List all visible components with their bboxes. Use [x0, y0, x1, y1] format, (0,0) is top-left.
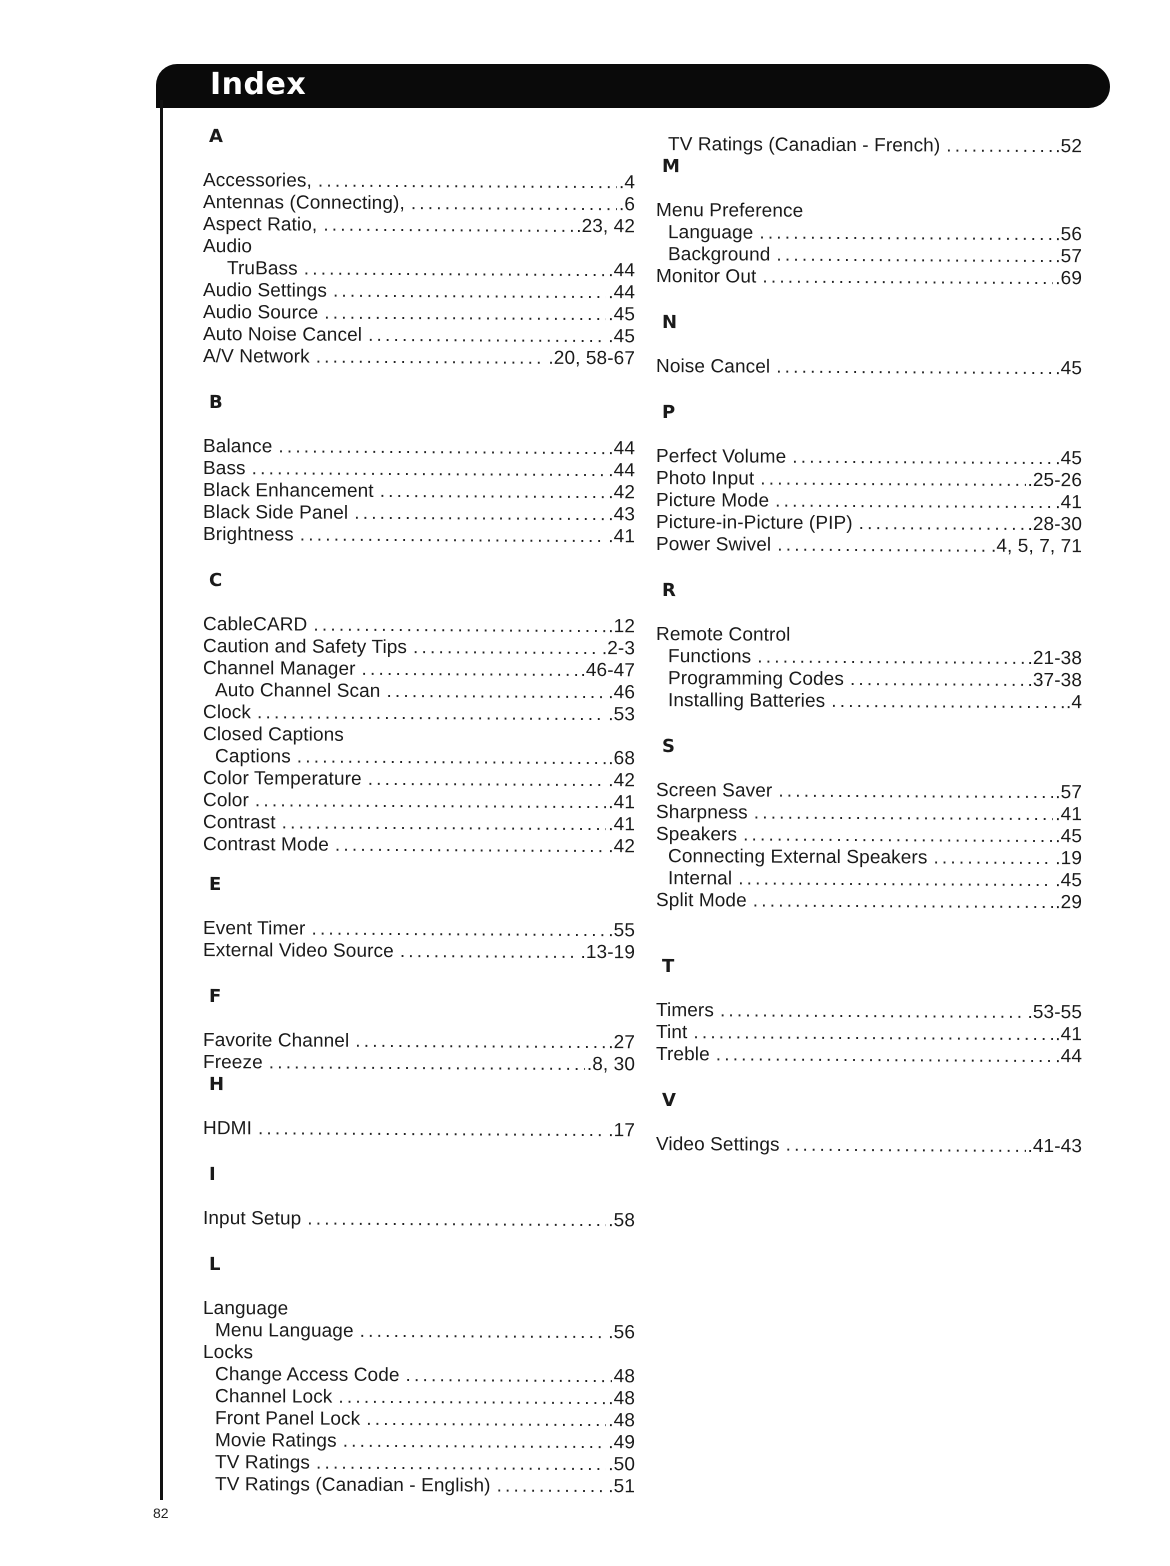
entry-page-ref: .27 [608, 1032, 635, 1054]
entry-page-ref: .46 [608, 682, 635, 704]
spacer [203, 1140, 635, 1166]
entry-page-ref: .44 [1055, 1046, 1082, 1068]
index-right-column [656, 134, 1082, 1158]
dot-leader [413, 637, 600, 660]
dot-leader [778, 781, 1053, 804]
index-entry [656, 890, 1082, 914]
entry-term: Photo Input [656, 468, 755, 490]
dot-leader [753, 891, 1054, 915]
entry-term: Balance [203, 436, 273, 458]
entry-page-ref: .44 [608, 282, 635, 304]
dot-leader [257, 702, 606, 726]
index-left-column [203, 126, 635, 1498]
spacer [203, 368, 635, 394]
entry-term: Captions [215, 746, 291, 768]
entry-term: Color [203, 790, 249, 812]
section-letter: N [662, 312, 678, 334]
entry-page-ref: .41 [1055, 1024, 1082, 1046]
entry-page-ref: .8, 30 [586, 1054, 635, 1076]
index-entry [203, 614, 635, 638]
section-letter: C [209, 570, 223, 592]
entry-page-ref: 48 [613, 1366, 635, 1388]
entry-page-ref: .4 [1065, 692, 1082, 714]
entry-page-ref: .28-30 [1027, 513, 1082, 536]
dot-leader [368, 325, 606, 348]
entry-page-ref: .56 [1055, 224, 1082, 246]
index-entry [203, 1364, 635, 1388]
dot-leader [311, 919, 606, 943]
dot-leader [335, 835, 606, 858]
index-entry [656, 1044, 1082, 1068]
dot-leader [338, 1387, 606, 1410]
index-entry [656, 802, 1082, 826]
entry-page-ref: .44 [608, 438, 635, 460]
dot-leader [792, 447, 1053, 470]
entry-term: Antennas (Connecting), [203, 192, 405, 215]
section-letter: F [209, 986, 222, 1008]
entry-term: Input Setup [203, 1208, 302, 1230]
entry-page-ref: .41 [608, 814, 635, 836]
entry-page-ref: .52 [1055, 136, 1082, 158]
dot-leader [368, 769, 607, 792]
index-entry [203, 1430, 635, 1454]
entry-term: Functions [668, 646, 752, 668]
entry-page-ref: .57 [1055, 246, 1082, 268]
entry-page-ref: .42 [608, 836, 635, 858]
section-letter: T [662, 956, 675, 978]
entry-term: Favorite Channel [203, 1030, 350, 1052]
entry-term: Event Timer [203, 918, 306, 940]
index-entry [656, 824, 1082, 848]
dot-leader [323, 215, 574, 238]
index-entry [203, 940, 635, 964]
section-letter: M [662, 156, 680, 178]
dot-leader [324, 303, 606, 326]
index-entry [203, 834, 635, 858]
index-entry [203, 324, 635, 348]
dot-leader [760, 469, 1025, 492]
index-entry [203, 680, 635, 704]
entry-page-ref: .21-38 [1027, 647, 1082, 670]
index-entry [656, 780, 1082, 804]
entry-page-ref: .48 [608, 1388, 635, 1410]
dot-leader [411, 193, 617, 216]
index-entry [656, 490, 1082, 514]
entry-term: Video Settings [656, 1134, 780, 1156]
dot-leader [380, 481, 607, 504]
left-vertical-rule [160, 100, 163, 1500]
entry-term: Menu Language [215, 1320, 354, 1342]
entry-term: Auto Noise Cancel [203, 324, 363, 346]
index-entry [656, 690, 1082, 714]
section-letter: P [662, 402, 676, 424]
dot-leader [355, 1031, 606, 1054]
dot-leader [333, 281, 606, 304]
page-title: Index [210, 67, 307, 102]
dot-leader [720, 1000, 1026, 1024]
entry-term: TV Ratings [215, 1452, 310, 1474]
entry-page-ref: .29 [1055, 892, 1082, 914]
entry-term: Connecting External Speakers [668, 846, 928, 869]
entry-page-ref: .2-3 [601, 638, 635, 660]
dot-leader [360, 1321, 607, 1344]
index-entry [203, 768, 635, 792]
entry-page-ref: .42 [608, 770, 635, 792]
dot-leader [316, 1453, 606, 1477]
dot-leader [776, 357, 1053, 380]
index-entry [656, 512, 1082, 536]
index-entry [656, 534, 1082, 558]
entry-page-ref: .58 [608, 1210, 635, 1232]
entry-term: Noise Cancel [656, 356, 771, 378]
section-letter: R [662, 580, 676, 602]
entry-term: TV Ratings (Canadian - French) [668, 134, 941, 157]
section-letter: A [209, 126, 223, 148]
index-entry [656, 868, 1082, 892]
spacer [203, 856, 635, 876]
entry-page-ref: .4, 5, 7, 71 [991, 535, 1082, 558]
dot-leader [946, 136, 1053, 159]
entry-page-ref: .6 [618, 194, 635, 216]
index-entry [203, 1408, 635, 1432]
entry-term: Accessories, [203, 170, 312, 192]
entry-term: External Video Source [203, 940, 394, 962]
entry-page-ref: .45 [1055, 358, 1082, 380]
entry-term: HDMI [203, 1118, 252, 1140]
dot-leader [269, 1052, 585, 1076]
index-entry [203, 170, 635, 194]
dot-leader [759, 223, 1053, 247]
entry-term: Channel Manager [203, 658, 356, 680]
index-entry [203, 790, 635, 814]
entry-page-ref: .68 [608, 748, 635, 770]
entry-page-ref: .45 [1055, 870, 1082, 892]
entry-page-ref: .44 [608, 260, 635, 282]
entry-page-ref: .42 [608, 482, 635, 504]
dot-leader [282, 812, 607, 836]
index-entry [203, 812, 635, 836]
dot-leader [776, 245, 1053, 268]
dot-leader [693, 1022, 1053, 1046]
index-entry [203, 658, 635, 682]
page-number: 82 [153, 1505, 169, 1521]
entry-term: Split Mode [656, 890, 747, 912]
entry-page-ref: .43 [608, 504, 635, 526]
entry-page-ref: .20, 58-67 [548, 347, 635, 370]
index-entry [203, 1474, 635, 1498]
dot-leader [343, 1431, 607, 1454]
index-entry [203, 1208, 635, 1232]
entry-page-ref: .37-38 [1027, 669, 1082, 692]
entry-page-ref: .57 [1055, 782, 1082, 804]
dot-leader [850, 669, 1026, 692]
entry-page-ref: .53 [608, 704, 635, 726]
entry-term: Sharpness [656, 802, 748, 824]
dot-leader [716, 1044, 1054, 1068]
entry-page-ref: .4 [618, 172, 635, 194]
index-entry [203, 236, 635, 260]
index-entry [656, 244, 1082, 268]
index-entry [656, 222, 1082, 246]
index-entry [203, 1298, 635, 1322]
dot-leader [754, 803, 1054, 827]
entry-term: Audio Source [203, 302, 319, 324]
entry-page-ref: .45 [1055, 826, 1082, 848]
dot-leader [762, 267, 1053, 291]
index-entry [656, 1134, 1082, 1158]
entry-term: Bass [203, 458, 246, 480]
entry-page-ref: .41 [608, 792, 635, 814]
entry-page-ref: .44 [608, 460, 635, 482]
dot-leader [304, 259, 607, 283]
entry-page-ref: .41 [608, 526, 635, 548]
entry-term: Monitor Out [656, 266, 757, 288]
index-entry [656, 624, 1082, 648]
entry-term: Power Swivel [656, 534, 772, 556]
index-entry [656, 446, 1082, 470]
spacer [656, 712, 1082, 738]
entry-page-ref: .69 [1055, 268, 1082, 290]
entry-page-ref: .41 [1055, 804, 1082, 826]
section-letter: V [662, 1090, 676, 1112]
index-entry [203, 746, 635, 770]
entry-term: CableCARD [203, 614, 308, 636]
dot-leader [786, 1135, 1026, 1158]
entry-term: Language [203, 1298, 289, 1320]
index-entry [203, 1030, 635, 1054]
dot-leader [307, 1209, 606, 1233]
dot-leader [354, 503, 606, 526]
entry-page-ref: .45 [608, 304, 635, 326]
index-entry [656, 646, 1082, 670]
entry-page-ref: .48 [608, 1410, 635, 1432]
entry-page-ref: .49 [608, 1432, 635, 1454]
index-entry [203, 346, 635, 370]
entry-term: Language [668, 222, 754, 244]
entry-page-ref: .13-19 [580, 941, 635, 964]
entry-term: Treble [656, 1044, 710, 1066]
entry-term: Remote Control [656, 624, 791, 646]
index-entry [656, 1022, 1082, 1046]
section-letter: L [209, 1254, 221, 1276]
spacer [203, 962, 635, 988]
dot-leader [300, 525, 607, 549]
entry-term: Auto Channel Scan [215, 680, 381, 702]
entry-page-ref: .55 [608, 920, 635, 942]
index-entry [203, 724, 635, 748]
entry-term: Clock [203, 702, 252, 724]
index-entry [203, 458, 635, 482]
dot-leader [362, 659, 579, 682]
dot-leader [743, 824, 1053, 848]
index-entry [656, 200, 1082, 224]
entry-page-ref: .23, 42 [576, 215, 635, 238]
dot-leader [386, 681, 606, 704]
index-entry [203, 1118, 635, 1142]
index-entry [203, 258, 635, 282]
index-entry [203, 436, 635, 460]
entry-term: Speakers [656, 824, 738, 846]
index-entry [203, 1320, 635, 1344]
entry-term: Caution and Safety Tips [203, 636, 408, 659]
entry-term: Picture-in-Picture (PIP) [656, 512, 853, 535]
entry-term: Perfect Volume [656, 446, 787, 468]
dot-leader [757, 647, 1025, 670]
index-entry [203, 636, 635, 660]
index-entry [656, 846, 1082, 870]
entry-term: Contrast [203, 812, 276, 834]
index-entry [203, 192, 635, 216]
spacer [656, 288, 1082, 314]
index-entry [203, 918, 635, 942]
entry-page-ref: .53-55 [1027, 1001, 1082, 1024]
entry-term: TruBass [227, 258, 298, 280]
dot-leader [497, 1476, 607, 1499]
entry-page-ref: .19 [1055, 848, 1082, 870]
index-entry [203, 214, 635, 238]
dot-leader [738, 868, 1053, 892]
dot-leader [406, 1365, 612, 1388]
index-header-bar [156, 64, 1110, 108]
entry-term: Channel Lock [215, 1386, 333, 1408]
entry-page-ref: .41-43 [1027, 1135, 1082, 1158]
entry-term: Installing Batteries [668, 690, 826, 712]
entry-page-ref: .25-26 [1027, 469, 1082, 492]
entry-term: Aspect Ratio, [203, 214, 318, 236]
entry-term: Brightness [203, 524, 294, 546]
section-letter: B [209, 392, 223, 414]
dot-leader [316, 347, 547, 370]
entry-page-ref: .51 [608, 1476, 635, 1498]
section-letter: I [209, 1164, 216, 1186]
index-entry [203, 1452, 635, 1476]
dot-leader [775, 491, 1053, 514]
entry-term: Picture Mode [656, 490, 770, 512]
spacer [656, 912, 1082, 958]
entry-page-ref: .50 [608, 1454, 635, 1476]
entry-term: Black Side Panel [203, 502, 349, 524]
index-entry [203, 502, 635, 526]
index-entry [203, 1386, 635, 1410]
entry-page-ref: .45 [1055, 448, 1082, 470]
index-entry [656, 468, 1082, 492]
entry-term: Locks [203, 1342, 254, 1364]
spacer [203, 546, 635, 572]
entry-page-ref: .41 [1055, 492, 1082, 514]
entry-term: Programming Codes [668, 668, 844, 690]
entry-term: Internal [668, 868, 733, 890]
dot-leader [297, 746, 606, 770]
entry-term: Front Panel Lock [215, 1408, 361, 1430]
index-entry [656, 1000, 1082, 1024]
entry-page-ref: .17 [608, 1120, 635, 1142]
dot-leader [859, 513, 1026, 536]
index-entry [203, 302, 635, 326]
spacer [203, 1230, 635, 1256]
entry-term: Change Access Code [215, 1364, 400, 1387]
entry-term: Freeze [203, 1052, 263, 1074]
entry-term: TV Ratings (Canadian - English) [215, 1474, 491, 1497]
entry-page-ref: .45 [608, 326, 635, 348]
entry-term: Tint [656, 1022, 688, 1044]
entry-term: Menu Preference [656, 200, 804, 222]
dot-leader [777, 535, 989, 558]
section-letter: S [662, 736, 675, 758]
entry-term: Audio Settings [203, 280, 327, 302]
entry-term: A/V Network [203, 346, 310, 368]
index-entry [203, 280, 635, 304]
index-entry [203, 480, 635, 504]
dot-leader [252, 458, 607, 482]
index-entry [203, 1052, 635, 1076]
entry-term: Color Temperature [203, 768, 362, 790]
dot-leader [318, 171, 617, 195]
entry-term: Background [668, 244, 771, 266]
dot-leader [400, 941, 579, 964]
entry-page-ref: .12 [608, 616, 635, 638]
dot-leader [933, 847, 1053, 870]
dot-leader [313, 615, 606, 639]
dot-leader [255, 790, 606, 814]
dot-leader [366, 1409, 606, 1432]
entry-page-ref: .46-47 [580, 659, 635, 682]
section-letter: E [209, 874, 222, 896]
spacer [656, 378, 1082, 404]
index-entry [656, 134, 1082, 158]
dot-leader [831, 691, 1064, 714]
entry-term: Timers [656, 1000, 714, 1022]
spacer [656, 556, 1082, 582]
entry-term: Audio [203, 236, 253, 258]
spacer [656, 1066, 1082, 1092]
index-entry [656, 266, 1082, 290]
index-entry [203, 702, 635, 726]
entry-page-ref: .56 [608, 1322, 635, 1344]
entry-term: Black Enhancement [203, 480, 374, 502]
entry-term: Contrast Mode [203, 834, 329, 856]
index-entry [656, 668, 1082, 692]
section-letter: H [209, 1074, 225, 1096]
entry-term: Closed Captions [203, 724, 344, 746]
entry-term: Screen Saver [656, 780, 773, 802]
index-entry [203, 1342, 635, 1366]
index-entry [203, 524, 635, 548]
dot-leader [258, 1118, 606, 1142]
entry-term: Movie Ratings [215, 1430, 337, 1452]
dot-leader [278, 436, 606, 460]
index-entry [656, 356, 1082, 380]
